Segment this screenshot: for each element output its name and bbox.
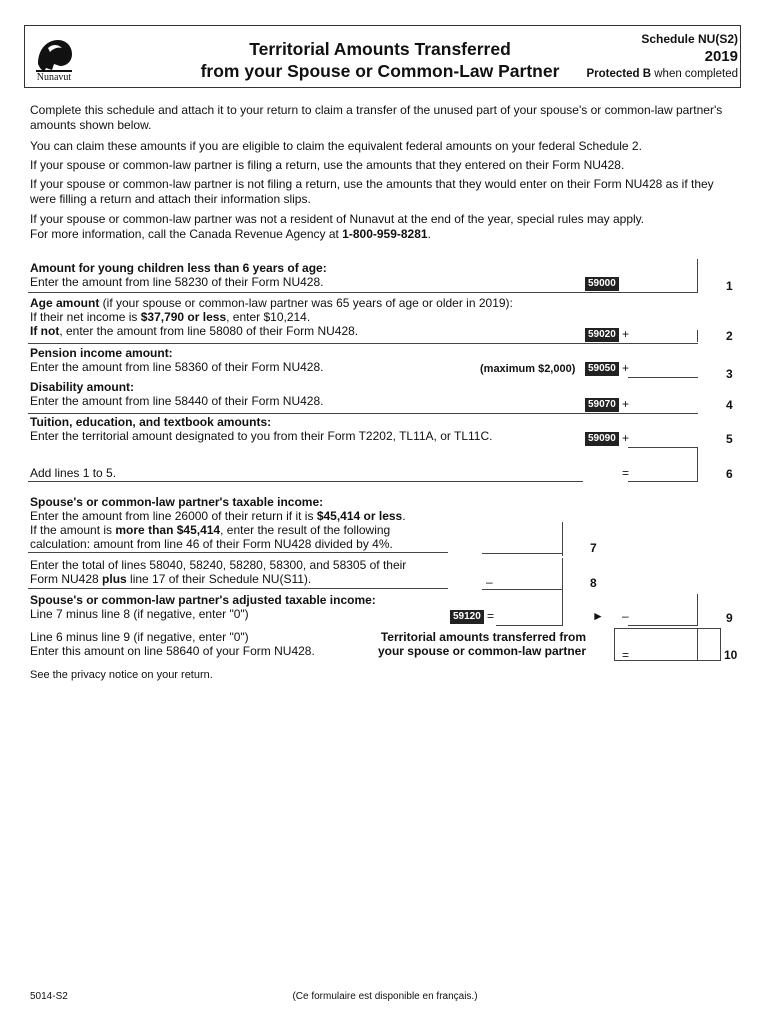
line4-rule [28,413,698,414]
cra-phone: 1-800-959-8281 [342,227,428,241]
line6-rule [628,481,698,482]
line9-arrow: ► [592,609,604,623]
line2-rule [28,343,698,344]
line6-text: Add lines 1 to 5. [30,466,117,480]
line1-rule [28,292,698,293]
line9-rule-mid [496,625,562,626]
cra-text: For more information, call the Canada Revenue Agency at [30,227,343,241]
title-line-1: Territorial Amounts Transferred [249,39,511,59]
cra-period: . [427,227,431,241]
line6-rule-left [28,481,583,482]
line10-a: Line 6 minus line 9 (if negative, enter "0") [30,630,249,644]
line5-amount-field[interactable] [634,430,698,446]
line2-else [30,324,358,339]
protected-b-label: Protected B [586,68,652,80]
line9-divider [562,592,563,626]
line8-b-text: Form NU428 [30,572,103,586]
intro-paragraph-1: Complete this schedule and attach it to your return to claim a transfer of the unused part of your spouse's or common-law partner's amounts shown below. [30,103,723,132]
logo-wordmark: Nunavut [36,72,72,83]
line4-code: 59070 [585,398,619,412]
line8-a: Enter the total of lines 58040, 58240, 58280, 58300, and 58305 of their [30,558,407,572]
line10-label-1: Territorial amounts transferred from [380,630,586,644]
line3-maximum: (maximum $2,000) [480,363,576,375]
line10-amount-field[interactable] [634,644,698,660]
line8-amount-field[interactable] [496,572,562,588]
line7-d-text: If the amount is [30,523,116,537]
intro-paragraph-3: If your spouse or common-law partner is filing a return, use the amounts that they entered on their Form NU428. [30,158,625,172]
line5-rule [628,447,698,448]
line9-operator: = [487,609,495,623]
line4-operator: + [622,397,630,411]
line9-text: Line 7 minus line 8 (if negative, enter "0") [30,607,249,621]
line8-divider [562,558,563,592]
line3-code: 59050 [585,362,619,376]
line2-a: If their net income is [30,310,141,324]
line2-condition [30,310,310,325]
form-id: 5014-S2 [30,991,68,1002]
line10-label-2: your spouse or common-law partner [377,644,586,658]
line9-operator-2: – [622,609,629,623]
line1-amount-field[interactable] [630,276,698,292]
title-line-2: from your Spouse or Common-Law Partner [200,61,560,81]
line9-title: Spouse's or common-law partner's adjusted taxable income: [30,593,376,607]
nunavut-logo [32,34,76,84]
line7-b: $45,414 or less [316,509,403,523]
line4-number: 4 [726,398,733,412]
line5-title: Tuition, education, and textbook amounts: [30,415,272,429]
form-title [170,38,590,82]
line9-amount-field[interactable] [500,608,562,624]
line7-e: more than $45,414 [115,523,221,537]
line7-amount-field[interactable] [488,536,562,552]
line8-b [30,572,311,587]
line8-c: plus [102,572,127,586]
line8-rule-left [28,588,448,589]
line1-code: 59000 [585,277,619,291]
line1-title: Amount for young children less than 6 years of age: [30,261,327,275]
line3-title: Pension income amount: [30,346,173,360]
intro-paragraph-2: You can claim these amounts if you are eligible to claim the equivalent federal amounts on your federal Schedule 2. [30,139,642,153]
line6-operator: = [622,466,630,480]
line6-number: 6 [726,467,733,481]
line7-f: , enter the result of the following [220,523,391,537]
line10-b: Enter this amount on line 58640 of your Form NU428. [30,644,315,658]
line9-result-field[interactable] [634,608,698,624]
line9-code: 59120 [450,610,484,624]
line2-operator: + [622,327,630,341]
protected-suffix: when completed [654,68,738,80]
line2-d: If not [30,324,60,338]
line7-rule [482,553,562,554]
line7-divider [562,522,563,556]
line8-d: line 17 of their Schedule NU(S11). [126,572,312,586]
line5-number: 5 [726,432,733,446]
line3-amount-field[interactable] [634,360,698,376]
line2-c: , enter $10,214. [226,310,311,324]
line7-d [30,523,390,538]
line4-text: Enter the amount from line 58440 of their Form NU428. [30,394,324,408]
line1-number: 1 [726,279,733,293]
line8-number: 8 [590,576,597,590]
line2-title [30,296,513,311]
line5-code: 59090 [585,432,619,446]
line2-title-bold: Age amount [30,296,100,310]
line7-g: calculation: amount from line 46 of their Form NU428 divided by 4%. [30,537,393,551]
line7-number: 7 [590,541,597,555]
line9-rule [628,625,698,626]
line3-rule [628,377,698,378]
line8-operator: – [486,575,493,589]
line10-number: 10 [724,648,738,662]
intro-paragraph-4: If your spouse or common-law partner is not filing a return, use the amounts that they would enter on their Form NU428 as if they were filling a return and attach their information slips. [30,177,714,206]
french-availability: (Ce formulaire est disponible en français.) [292,991,478,1002]
line2-amount-field[interactable] [634,326,698,342]
schedule-id: Schedule NU(S2) [641,32,738,46]
line1-text: Enter the amount from line 58230 of their Form NU428. [30,275,324,289]
line7-a [30,509,406,524]
line2-number: 2 [726,329,733,343]
line7-a-text: Enter the amount from line 26000 of their return if it is [30,509,317,523]
line9-number: 9 [726,611,733,625]
line5-operator: + [622,431,630,445]
line4-title: Disability amount: [30,380,135,394]
line5-text: Enter the territorial amount designated to you from their Form T2202, TL11A, or TL11C. [30,429,493,443]
line2-e: , enter the amount from line 58080 of their Form NU428. [59,324,359,338]
line3-text: Enter the amount from line 58360 of their Form NU428. [30,360,324,374]
tax-year: 2019 [704,48,738,65]
line7-rule-left [28,552,448,553]
line10-operator: = [622,648,630,662]
line6-amount-field[interactable] [634,464,698,480]
line2-b: $37,790 or less [140,310,227,324]
line7-title: Spouse's or common-law partner's taxable income: [30,495,324,509]
protected-notice [587,68,739,80]
intro-paragraph-5: If your spouse or common-law partner was not a resident of Nunavut at the end of the year, special rules may apply. [30,212,645,226]
line3-operator: + [622,361,630,375]
line7-c: . [402,509,406,523]
line2-code: 59020 [585,328,619,342]
line4-amount-field[interactable] [634,396,698,412]
line8-rule [482,589,562,590]
intro-paragraph-6 [30,227,730,242]
line3-number: 3 [726,367,733,381]
privacy-notice: See the privacy notice on your return. [30,669,213,681]
line2-title-rest: (if your spouse or common-law partner was 65 years of age or older in 2019): [99,296,513,310]
